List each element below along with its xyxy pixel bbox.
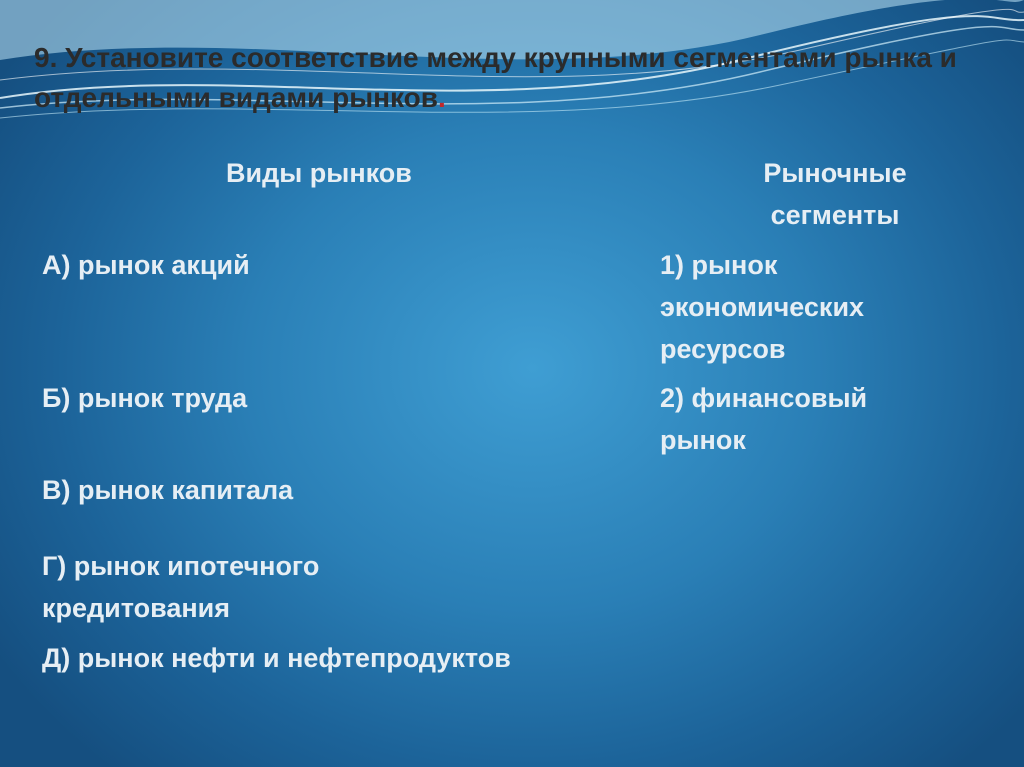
left-item-b: Б) рынок труда (42, 383, 248, 413)
left-item-a: А) рынок акций (42, 250, 250, 280)
slide-title-text: 9. Установите соответствие между крупными сегментами рынка и отдельными видами рынков (34, 42, 957, 113)
slide-title (34, 38, 994, 118)
left-item-v: В) рынок капитала (42, 475, 294, 505)
left-item-d: Д) рынок нефти и нефтепродуктов (42, 643, 511, 673)
right-column-header: Рыночные сегменты (763, 158, 907, 230)
right-item-1: 1) рынок экономических ресурсов (660, 250, 865, 364)
slide-title-period: . (438, 82, 446, 113)
left-column-header: Виды рынков (226, 158, 412, 188)
left-item-g: Г) рынок ипотечного кредитования (42, 551, 320, 623)
right-item-2: 2) финансовый рынок (660, 383, 868, 455)
